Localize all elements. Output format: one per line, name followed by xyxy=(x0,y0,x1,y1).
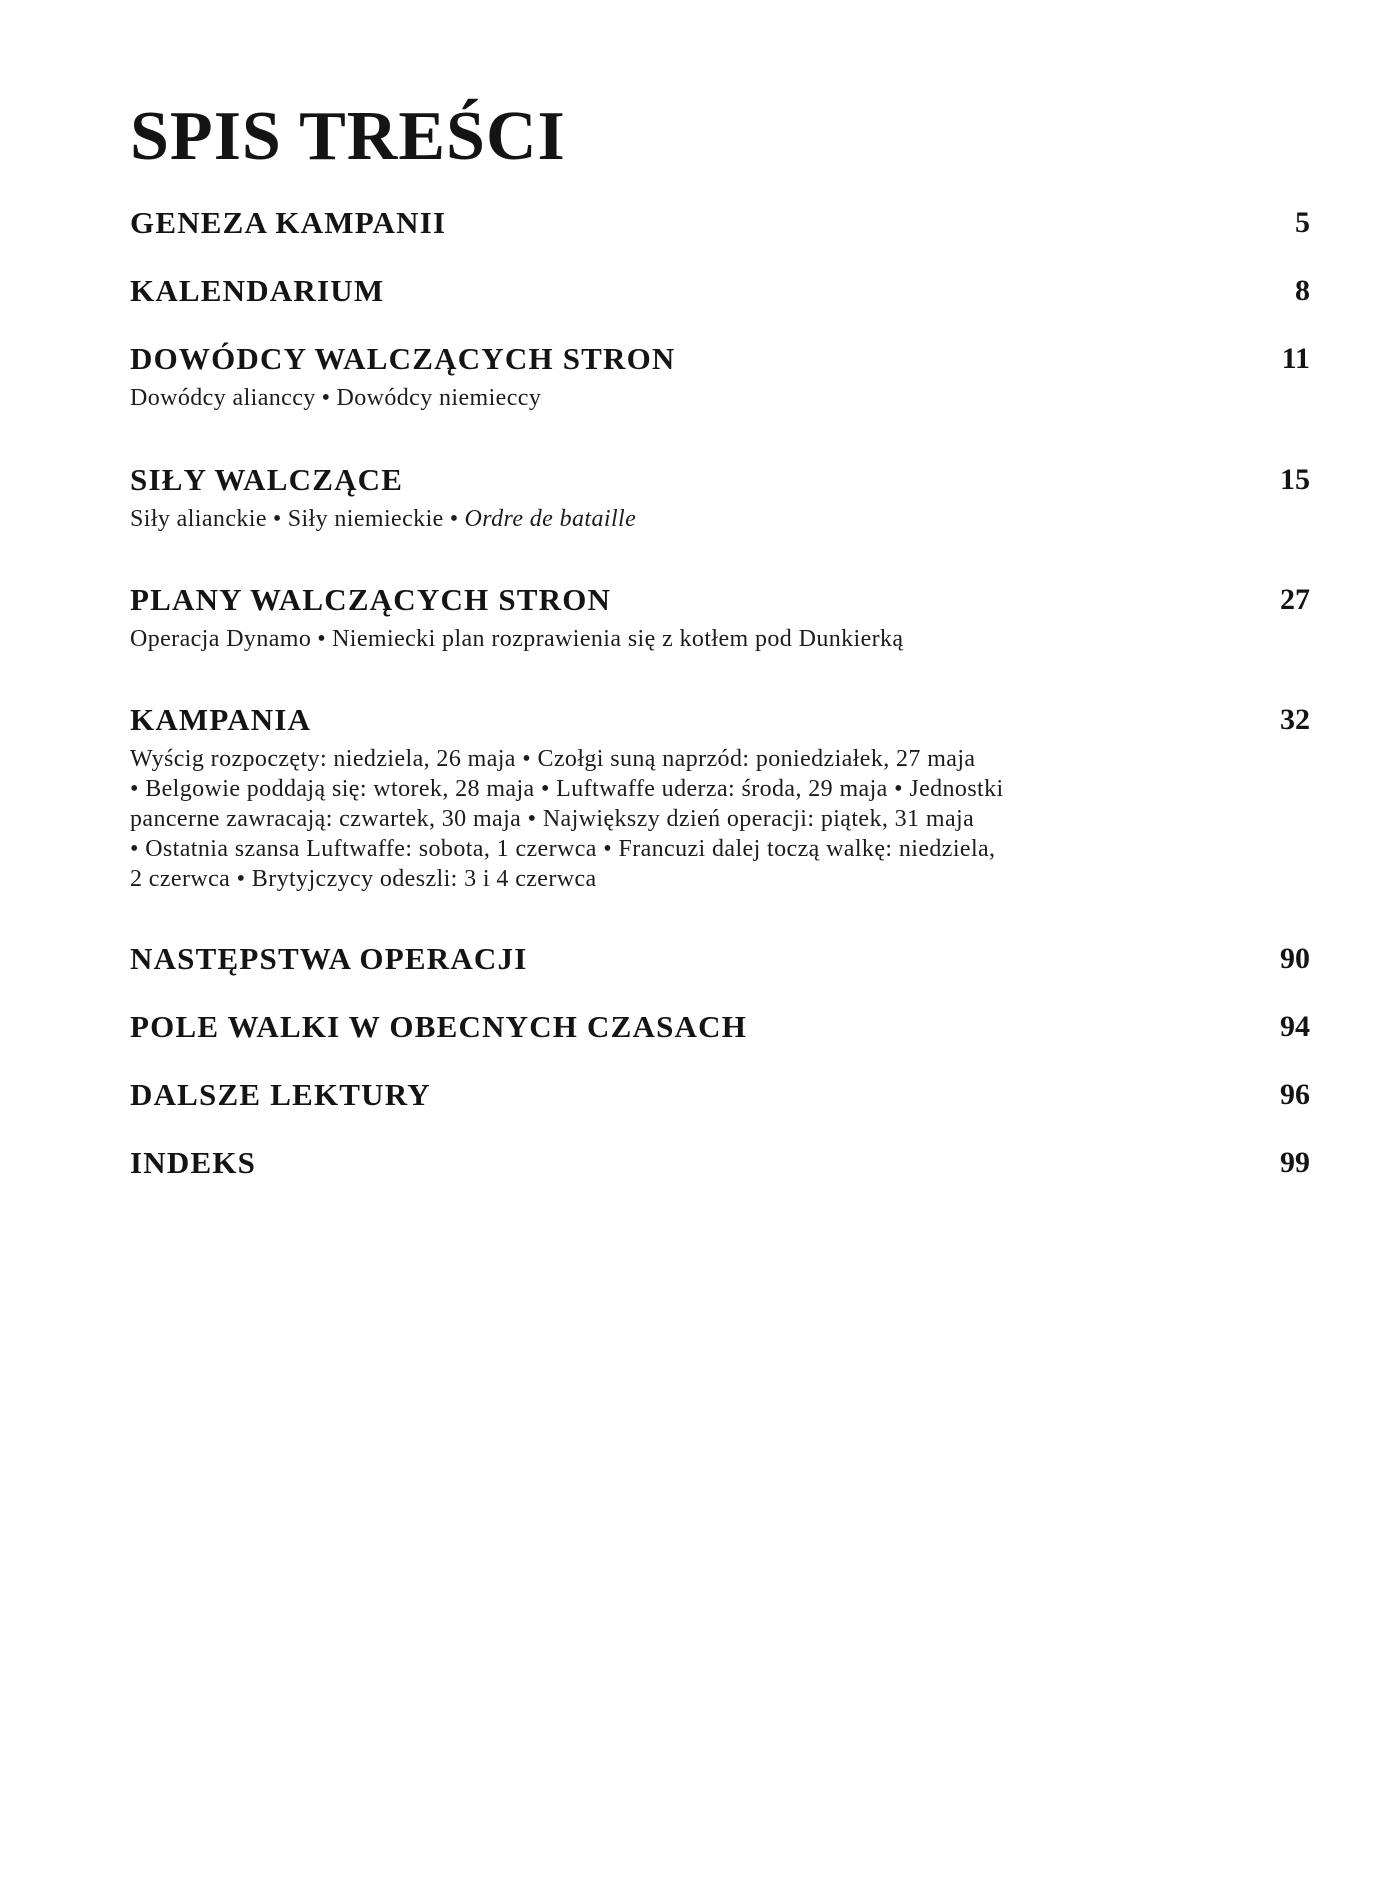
subtopic: Siły niemieckie xyxy=(287,506,444,532)
toc-entry-subtopics xyxy=(130,383,1170,413)
toc-entry-page: 5 xyxy=(1295,206,1310,239)
bullet-separator: • xyxy=(272,506,282,532)
toc-entry-title: SIŁY WALCZĄCE xyxy=(130,462,404,497)
toc-entry-indeks xyxy=(130,1143,1310,1183)
subtopic: Dowódcy alianccy xyxy=(130,385,316,411)
toc-entry-page: 32 xyxy=(1280,703,1310,736)
toc-entry-row xyxy=(130,339,1310,379)
subtopic-line: • Ostatnia szansa Luftwaffe: sobota, 1 czerwca • Francuzi dalej toczą walkę: niedziela, xyxy=(130,836,996,862)
subtopic: Ordre de bataille xyxy=(464,506,637,532)
toc-entry-title: INDEKS xyxy=(130,1145,257,1180)
toc-entry-page: 15 xyxy=(1280,463,1310,496)
toc-entry-page: 99 xyxy=(1280,1146,1310,1179)
toc-entry-row xyxy=(130,1007,1310,1047)
toc-entry-page: 11 xyxy=(1281,342,1310,375)
toc-entry-title: NASTĘPSTWA OPERACJI xyxy=(130,941,528,976)
toc-entry-title: KALENDARIUM xyxy=(130,273,385,308)
subtopic-line: Wyścig rozpoczęty: niedziela, 26 maja • Czołgi suną naprzód: poniedziałek, 27 maja xyxy=(130,746,976,772)
subtopic: Operacja Dynamo xyxy=(130,626,312,652)
bullet-separator: • xyxy=(449,506,459,532)
toc-entry-geneza xyxy=(130,203,1310,243)
toc-entry-page: 8 xyxy=(1295,274,1310,307)
subtopic: Dowódcy niemieccy xyxy=(336,385,542,411)
toc-entry-dalsze-lektury xyxy=(130,1075,1310,1115)
subtopic: Niemiecki plan rozprawienia się z kotłem pod Dunkierką xyxy=(332,626,904,652)
toc-entry-page: 94 xyxy=(1280,1010,1310,1043)
toc-entry-row xyxy=(130,1075,1310,1115)
toc-entry-row xyxy=(130,460,1310,500)
toc-entry-sily xyxy=(130,460,1310,534)
toc-entry-pole-walki xyxy=(130,1007,1310,1047)
toc-entry-title: DOWÓDCY WALCZĄCYCH STRON xyxy=(130,341,676,376)
toc-entry-title: DALSZE LEKTURY xyxy=(130,1077,431,1112)
toc-entry-page: 27 xyxy=(1280,583,1310,616)
toc-entry-title: KAMPANIA xyxy=(130,702,312,737)
toc-entry-title: PLANY WALCZĄCYCH STRON xyxy=(130,582,612,617)
toc-entry-row xyxy=(130,271,1310,311)
toc-entry-dowodcy xyxy=(130,339,1310,413)
toc-entry-subtopics xyxy=(130,504,1170,534)
toc-entry-row xyxy=(130,580,1310,620)
toc-entry-subtopics xyxy=(130,624,1170,654)
toc-entry-kampania xyxy=(130,700,1310,894)
subtopic-line: • Belgowie poddają się: wtorek, 28 maja • Luftwaffe uderza: środa, 29 maja • Jednostki xyxy=(130,776,1004,802)
bullet-separator: • xyxy=(321,385,331,411)
subtopic: Siły alianckie xyxy=(130,506,267,532)
page-title: SPIS TREŚCI xyxy=(130,98,566,175)
toc-entry-page: 96 xyxy=(1280,1078,1310,1111)
toc-entry-nastepstwa xyxy=(130,939,1310,979)
toc-entry-subtopics xyxy=(130,744,1170,894)
toc-entry-row xyxy=(130,939,1310,979)
toc-entry-row xyxy=(130,700,1310,740)
toc-entry-title: POLE WALKI W OBECNYCH CZASACH xyxy=(130,1009,748,1044)
subtopic-line: 2 czerwca • Brytyjczycy odeszli: 3 i 4 czerwca xyxy=(130,866,597,892)
toc-entry-plany xyxy=(130,580,1310,654)
toc-entry-kalendarium xyxy=(130,271,1310,311)
toc-entry-page: 90 xyxy=(1280,942,1310,975)
toc-entry-row xyxy=(130,203,1310,243)
toc-entry-row xyxy=(130,1143,1310,1183)
bullet-separator: • xyxy=(317,626,327,652)
subtopic-line: pancerne zawracają: czwartek, 30 maja • Największy dzień operacji: piątek, 31 maja xyxy=(130,806,975,832)
toc-entry-title: GENEZA KAMPANII xyxy=(130,205,447,240)
